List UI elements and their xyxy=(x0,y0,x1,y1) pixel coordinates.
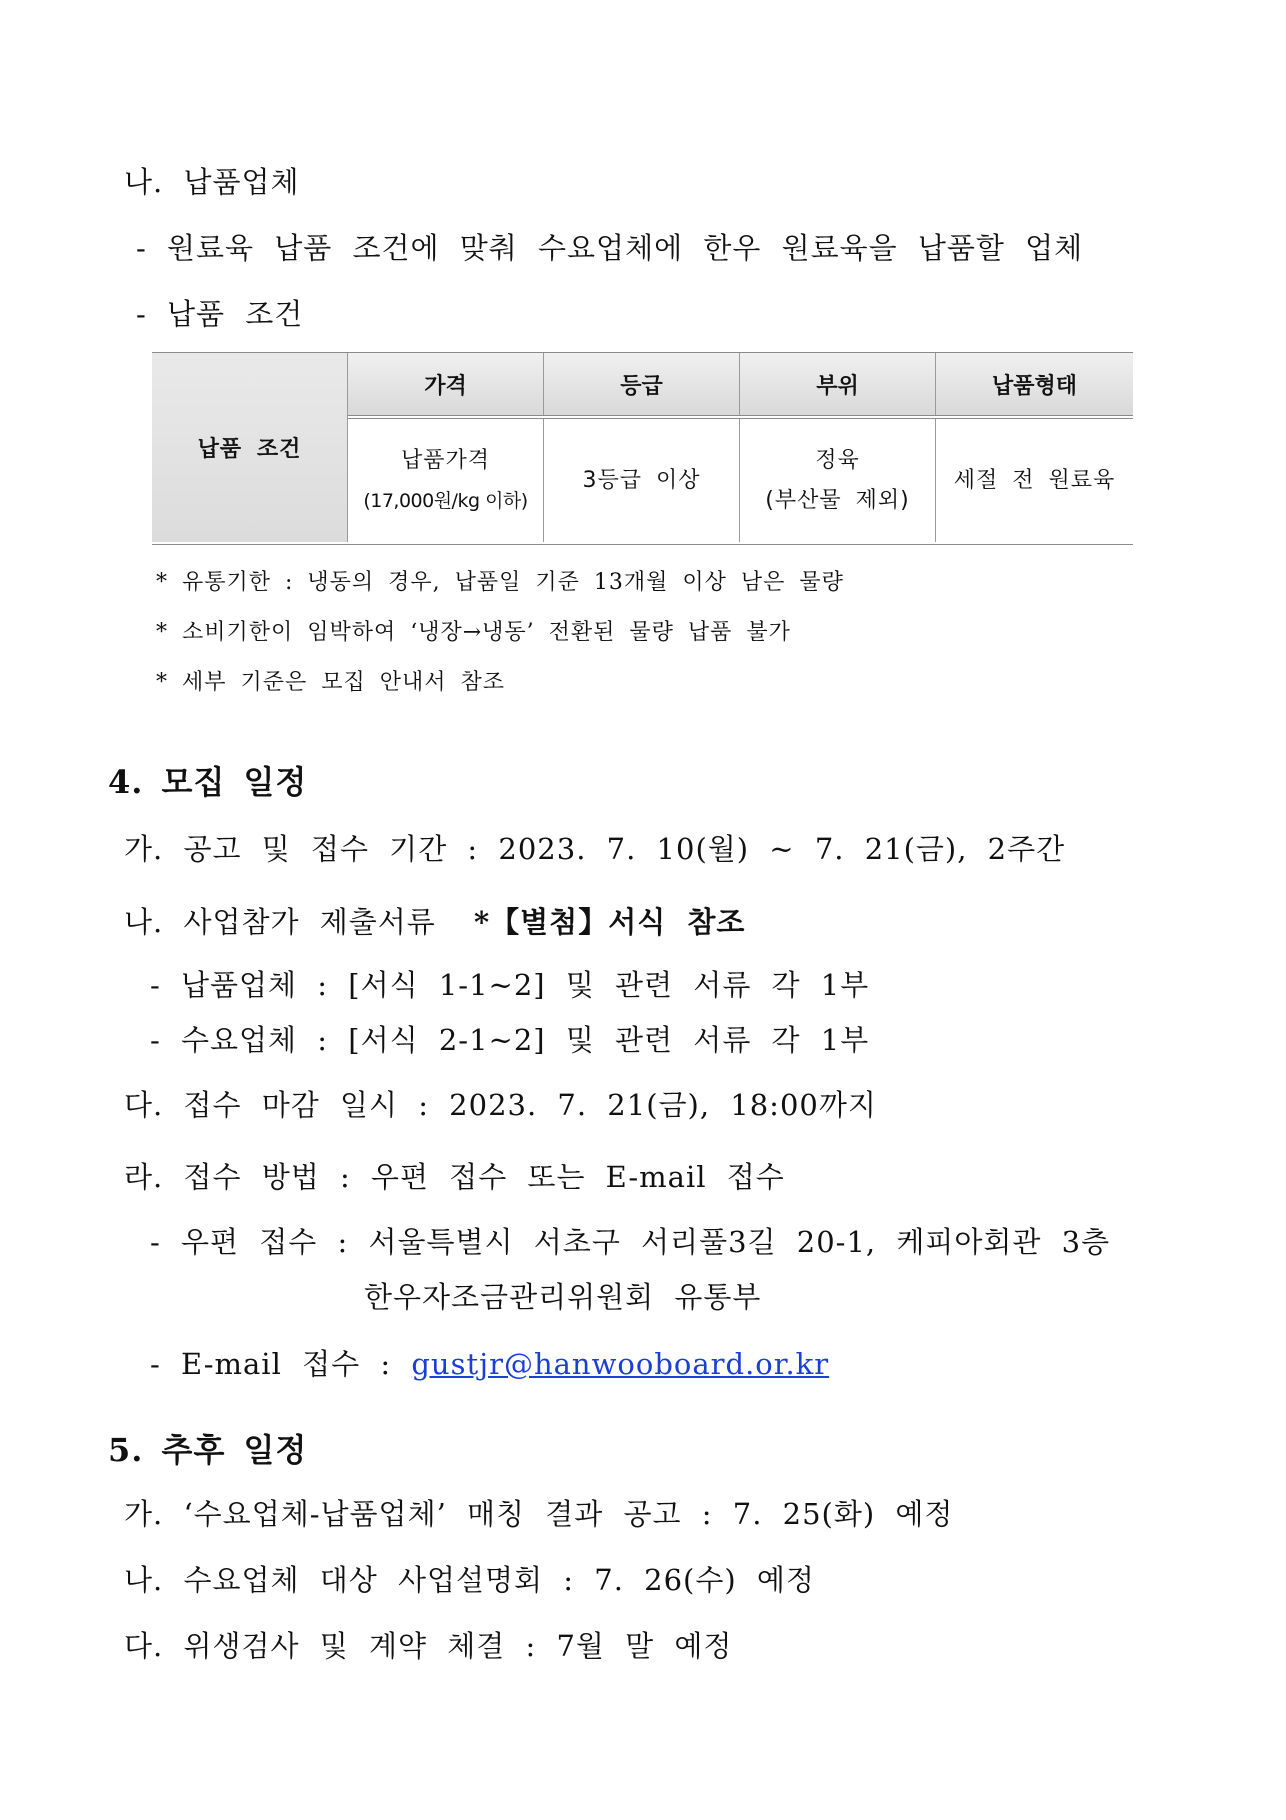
column-header-part: 부위 xyxy=(740,353,936,415)
price-label: 납품가격 xyxy=(400,447,490,473)
submission-post-recipient: 한우자조금관리위원회 유통부 xyxy=(364,1280,762,1314)
supplier-description: - 원료육 납품 조건에 맞춰 수요업체에 한우 원료육을 납품할 업체 xyxy=(136,231,1084,265)
section-title-recruitment-schedule: 4. 모집 일정 xyxy=(108,763,308,801)
email-link[interactable]: gustjr@hanwooboard.or.kr xyxy=(411,1347,830,1381)
future-matching-announcement: 가. ‘수요업체-납품업체’ 매칭 결과 공고 : 7. 25(화) 예정 xyxy=(124,1497,954,1531)
schedule-deadline: 다. 접수 마감 일시 : 2023. 7. 21(금), 18:00까지 xyxy=(124,1088,877,1122)
note-shelf-life: * 유통기한 : 냉동의 경우, 납품일 기준 13개월 이상 남은 물량 xyxy=(156,570,844,595)
cell-grade xyxy=(544,419,740,542)
column-header-form: 납품형태 xyxy=(936,353,1133,415)
part-exclusion: (부산물 제외) xyxy=(765,487,910,513)
delivery-conditions-label: - 납품 조건 xyxy=(136,297,304,331)
delivery-conditions-table xyxy=(152,352,1133,545)
submission-email xyxy=(150,1342,829,1383)
part-value: 정육 xyxy=(815,447,860,473)
documents-label: 나. 사업참가 제출서류 xyxy=(124,905,436,939)
cell-part xyxy=(740,419,936,542)
cell-form xyxy=(936,419,1133,542)
documents-attachment-ref: *【별첨】서식 참조 xyxy=(474,905,746,939)
note-reference-guide: * 세부 기준은 모집 안내서 참조 xyxy=(156,670,505,695)
note-frozen-conversion: * 소비기한이 임박하여 ‘냉장→냉동’ 전환된 물량 납품 불가 xyxy=(156,620,791,645)
section-heading-supplier: 나. 납품업체 xyxy=(124,165,300,199)
cell-price xyxy=(348,419,544,542)
column-header-grade: 등급 xyxy=(544,353,740,415)
submission-post-address: - 우편 접수 : 서울특별시 서초구 서리풀3길 20-1, 케피아회관 3층 xyxy=(150,1225,1111,1259)
schedule-submission-method: 라. 접수 방법 : 우편 접수 또는 E-mail 접수 xyxy=(124,1160,785,1194)
email-label: - E-mail 접수 : xyxy=(150,1347,392,1381)
schedule-documents xyxy=(124,900,745,941)
future-inspection-contract: 다. 위생검사 및 계약 체결 : 7월 말 예정 xyxy=(124,1629,733,1663)
form-value: 세절 전 원료육 xyxy=(953,467,1116,493)
documents-buyer: - 수요업체 : [서식 2-1~2] 및 관련 서류 각 1부 xyxy=(150,1023,870,1057)
documents-supplier: - 납품업체 : [서식 1-1~2] 및 관련 서류 각 1부 xyxy=(150,968,870,1002)
section-title-future-schedule: 5. 추후 일정 xyxy=(108,1431,308,1469)
grade-value: 3등급 이상 xyxy=(582,467,701,493)
schedule-application-period: 가. 공고 및 접수 기간 : 2023. 7. 10(월) ~ 7. 21(금), 2주간 xyxy=(124,832,1066,866)
table-row-header: 납품 조건 xyxy=(152,353,348,542)
column-header-price: 가격 xyxy=(348,353,544,415)
price-limit: (17,000원/kg 이하) xyxy=(363,489,528,512)
future-briefing-session: 나. 수요업체 대상 사업설명회 : 7. 26(수) 예정 xyxy=(124,1563,815,1597)
